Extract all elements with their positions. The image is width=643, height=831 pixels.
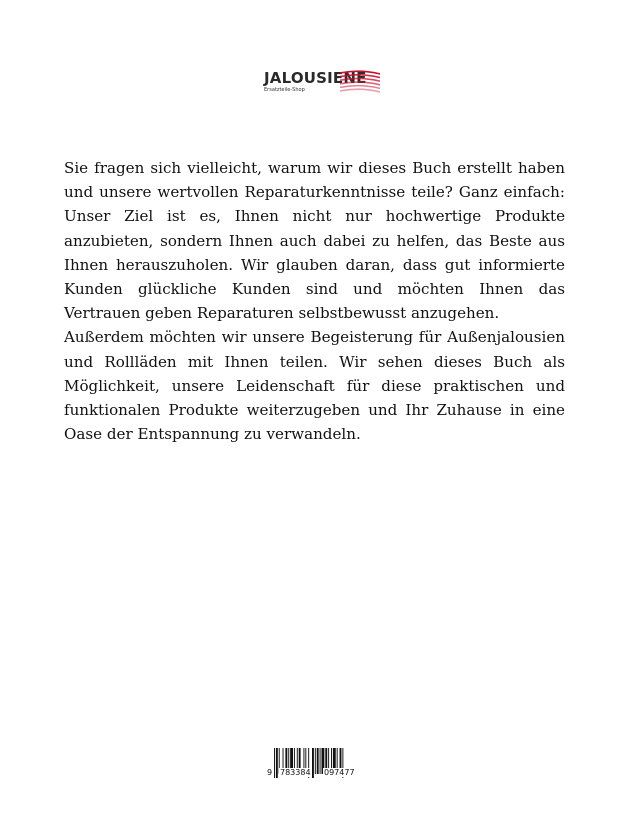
logo-stripe [340,82,380,85]
barcode-group-right: 097477 [324,768,355,777]
barcode-bar [276,748,278,778]
barcode-bar [315,748,316,774]
barcode-group-left: 783384 [280,768,311,777]
logo-stripe [340,89,380,92]
logo-stripe [340,75,380,78]
logo-stripe [340,71,380,74]
logo-stripe [340,78,380,81]
barcode-bar [320,748,321,774]
barcode-prefix: 9 [267,768,273,777]
barcode-bar [317,748,319,774]
logo-subtitle: Ersatzteile-Shop [264,87,305,93]
isbn-barcode [266,748,376,780]
logo-wordmark: JALOUSIENE [264,69,367,87]
body-text [64,156,565,446]
paragraph-enthusiasm: Außerdem möchten wir unsere Begeisterung für Außenjalousien und Rollläden mit Ihnen teilen. Wir sehen dieses Buch als Möglichkeit, unsere Leidenschaft für diese praktischen und funktionalen Produkte weiterzugeben und Ihr Zuhause in eine Oase der Entspannung zu verwandeln. [64,328,565,444]
barcode-bar [274,748,275,778]
logo-stripe [340,86,380,89]
paragraph-intro: Sie fragen sich vielleicht, warum wir dieses Buch erstellt haben und unsere wertvollen Reparaturkenntnisse teile? Ganz einfach: Unser Ziel ist es, Ihnen nicht nur hochwertige Produkte anzubieten, sondern Ihnen auch dabei zu helfen, das Beste aus Ihnen herauszuholen. Wir glauben daran, dass gut informierte Kunden glückliche Kunden sind und möchten Ihnen das Vertrauen geben Reparaturen selbstbewusst anzugehen. [64,159,565,323]
barcode-bar [312,748,314,778]
logo-stripes-icon [340,68,380,96]
brand-logo [258,66,386,98]
